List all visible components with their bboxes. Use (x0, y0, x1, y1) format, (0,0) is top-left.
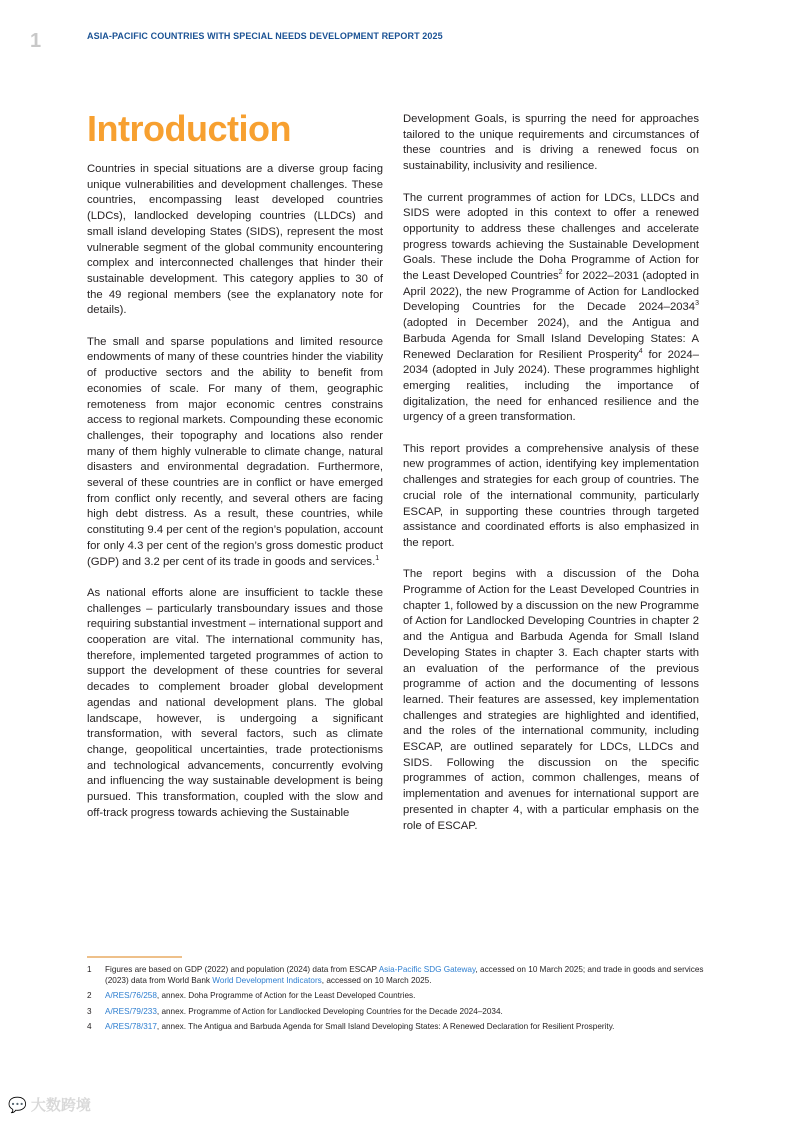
footnote (87, 991, 707, 1002)
page-title: Introduction (87, 108, 291, 149)
footnote-text: A/RES/76/258, annex. Doha Programme of Action for the Least Developed Countries. (105, 991, 416, 1001)
resolution-link[interactable]: A/RES/78/317 (105, 1022, 157, 1032)
footnote-ref[interactable]: 4 (638, 347, 643, 355)
paragraph (87, 335, 383, 571)
wdi-link[interactable]: World Development Indicators (212, 975, 322, 985)
footnote-ref[interactable]: 3 (695, 300, 699, 308)
footnote-ref[interactable]: 1 (375, 554, 380, 562)
footnote-divider (87, 956, 182, 958)
footnote-number: 3 (87, 1006, 92, 1016)
resolution-link[interactable]: A/RES/79/233 (105, 1006, 157, 1016)
footnotes (87, 965, 707, 1038)
footnote-ref[interactable]: 2 (558, 269, 563, 277)
paragraph-text: The small and sparse populations and limited resource endowments of many of these countries hinder the viability of productive sectors and the ability to benefit from economies of scale. For many of them, geographic remoteness from major economic centres constrains access to regional markets. Compounding these economic challenges, their topography and locations also render many of them highly vulnerable to climate change, natural disasters and environmental degradation. Furthermore, several of these countries are in conflict or have emerged from conflict only recently, and several others are facing high debt distress. As a result, these countries, while constituting 9.4 per cent of the region’s population, account for only 4.3 per cent of the region’s gross domestic product (GDP) and 3.2 per cent of its trade in goods and services. (87, 335, 383, 568)
right-column (403, 112, 699, 850)
footnote (87, 1022, 707, 1033)
sdg-gateway-link[interactable]: Asia-Pacific SDG Gateway (378, 965, 476, 974)
paragraph: This report provides a comprehensive analysis of these new programmes of action, identifying key implementation challenges and strategies for each group of countries. The crucial role of the international community, particularly ESCAP, in supporting these countries through targeted assistance and coordinated efforts is also emphasized in the report. (403, 442, 699, 549)
footnote (87, 1007, 707, 1018)
footnote-number: 4 (87, 1022, 92, 1032)
page-number: 1 (30, 30, 42, 52)
paragraph: The report begins with a discussion of the Doha Programme of Action for the Least Developed Countries in chapter 1, followed by a discussion on the new Programme of Action for Landlocked Developing Countries in chapter 2 and the Antigua and Barbuda Agenda for Small Island Developing States in chapter 3. Each chapter starts with an evaluation of the performance of the previous programme of action and the documenting of lessons learned. Their features are assessed, key implementation challenges and strategies are highlighted and identified, and the roles of the international community, including ESCAP, are outlined separately for LDCs, LLDCs and SIDS. Following the discussion on the specific programmes of action, common challenges, means of implementation and avenues for international support are presented in chapter 4, with a particular emphasis on the role of ESCAP. (403, 568, 699, 832)
footnote-text: A/RES/78/317, annex. The Antigua and Barbuda Agenda for Small Island Developing States: A Renewed Declaration for Resilient Prosperity. (105, 1022, 615, 1032)
paragraph-text: for 2024–2034 (adopted in July 2024). These programmes highlight emerging realities, including the importance of digitalization, the need for enhanced resilience and the urgency of a green transformation. (403, 348, 699, 424)
paragraph-text: for 2022–2031 (adopted in April 2022), the new Programme of Action for Landlocked Developing Countries for the Decade 2024–2034 (403, 270, 699, 314)
footnote-number: 1 (87, 965, 92, 974)
paragraph-text: (adopted in December 2024), and the Antigua and Barbuda Agenda for Small Island Developing States: A Renewed Declaration for Resilient Prosperity (403, 317, 699, 361)
footnote-text: A/RES/79/233, annex. Programme of Action for Landlocked Developing Countries for the Decade 2024–2034. (105, 1006, 503, 1016)
resolution-link[interactable]: A/RES/76/258 (105, 991, 157, 1001)
paragraph-text: The current programmes of action for LDCs, LLDCs and SIDS were adopted in this context to offer a renewed opportunity to address these challenges and accelerate progress towards achieving the Sustainable Development Goals. These include the Doha Programme of Action for the Least Developed Countries (403, 191, 699, 283)
paragraph: As national efforts alone are insufficient to tackle these challenges – particularly transboundary issues and those requiring substantial investment – international support and cooperation are vital. The international community has, therefore, implemented targeted programmes of action to support the development of these countries for several decades to complement broader global development agendas and national development plans. The global landscape, however, is undergoing a significant transformation, with several factors, such as climate change, geopolitical uncertainties, trade protectionisms and technological advancements, concurrently evolving and influencing the way sustainable development is being pursued. This transformation, coupled with the slow and off-track progress towards achieving the Sustainable (87, 586, 383, 819)
paragraph (403, 191, 699, 427)
footnote-number: 2 (87, 991, 92, 1001)
left-column (87, 162, 383, 837)
footnote (87, 965, 707, 986)
paragraph: Development Goals, is spurring the need for approaches tailored to the unique requirements and circumstances of these countries and is driving a renewed focus on sustainability, inclusivity and resilience. (403, 113, 699, 173)
paragraph: Countries in special situations are a diverse group facing unique vulnerabilities and development challenges. These countries, encompassing least developed countries (LDCs), landlocked developing countries (LLDCs) and small island developing States (SIDS), represent the most vulnerable segment of the global community encountering complex and interconnected challenges that hinder their sustainable development. This category applies to 30 of the 49 regional members (see the explanatory note for details). (87, 163, 383, 317)
footnote-text: Figures are based on GDP (2022) and population (2024) data from ESCAP Asia-Pacific SDG Gateway, accessed on 10 March 2025; and trade in goods and services (2023) data from World Bank World Development Indicators, accessed on 10 March 2025. (105, 965, 704, 985)
watermark-logo: 💬 大数跨境 (8, 1097, 91, 1114)
running-header: ASIA-PACIFIC COUNTRIES WITH SPECIAL NEEDS DEVELOPMENT REPORT 2025 (87, 31, 443, 41)
